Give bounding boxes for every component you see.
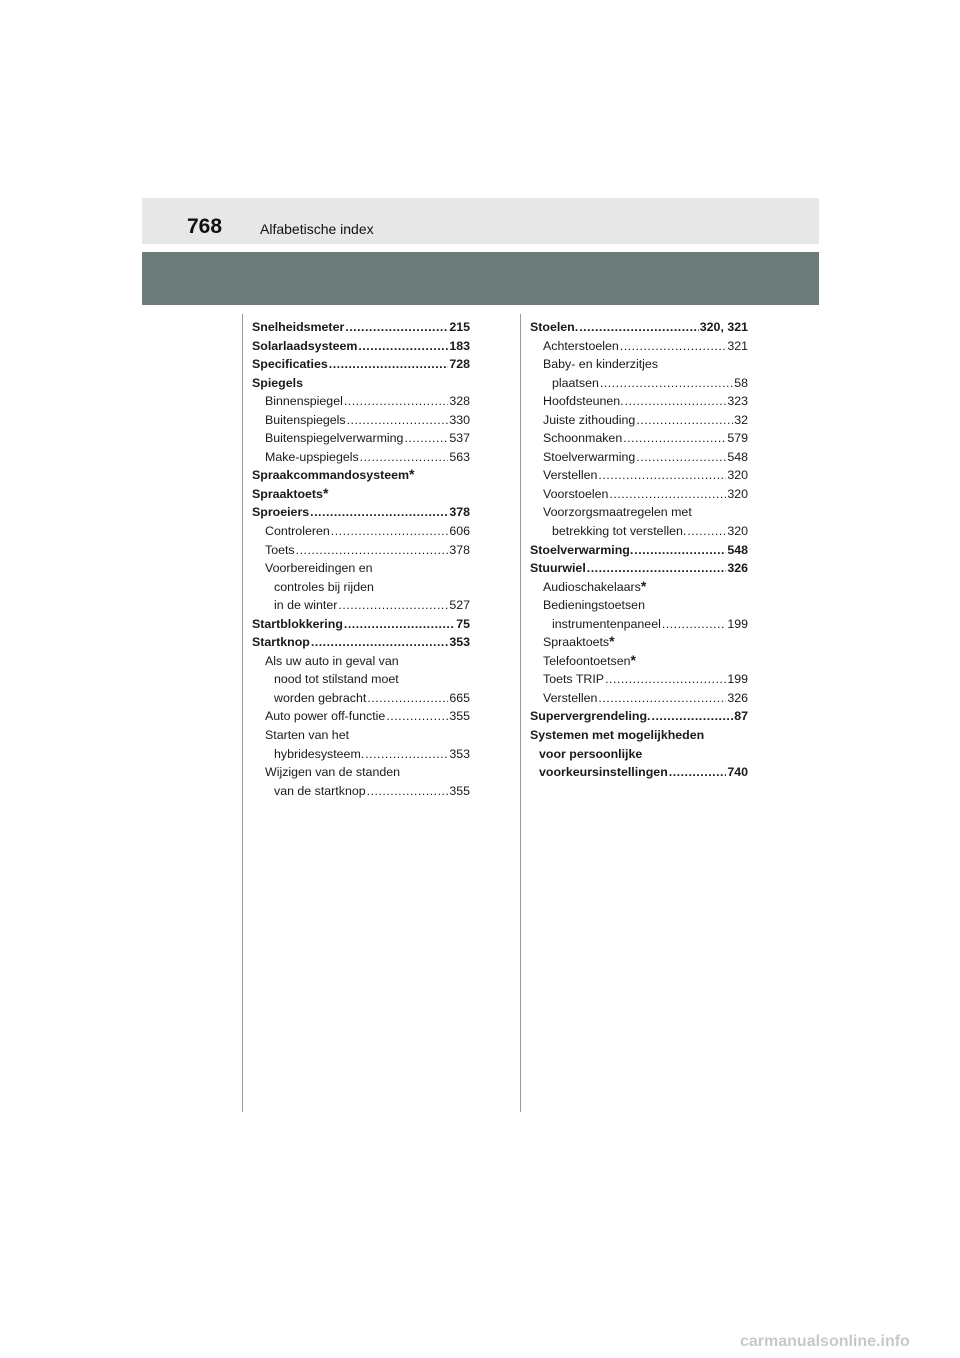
leader-dots bbox=[579, 318, 699, 337]
index-entry-label: Schoonmaken bbox=[543, 431, 623, 446]
index-entry bbox=[252, 392, 470, 411]
index-entry-label: Buitenspiegelverwarming bbox=[265, 431, 404, 446]
index-entry-label: Voorzorgsmaatregelen met bbox=[543, 505, 692, 520]
index-entry-label: Audioschakelaars bbox=[543, 579, 641, 594]
leader-dots bbox=[600, 374, 733, 393]
index-entry-label: Als uw auto in geval van bbox=[265, 653, 399, 668]
index-entry bbox=[530, 355, 748, 374]
index-entry bbox=[252, 337, 470, 356]
leader-dots bbox=[358, 337, 448, 356]
index-entry bbox=[530, 763, 748, 782]
index-entry bbox=[252, 429, 470, 448]
index-entry bbox=[530, 337, 748, 356]
index-entry-label: Voorstoelen bbox=[543, 486, 609, 501]
index-entry-page[interactable]: 378 bbox=[449, 505, 470, 520]
index-entry-page[interactable]: 728 bbox=[449, 357, 470, 372]
index-entry: Audioschakelaars * bbox=[530, 578, 748, 597]
index-entry-page[interactable]: 537 bbox=[449, 431, 470, 446]
index-entry-page[interactable]: 199 bbox=[727, 672, 748, 687]
leader-dots bbox=[365, 745, 448, 764]
index-entry bbox=[252, 411, 470, 430]
index-entry bbox=[252, 763, 470, 782]
index-entry-page[interactable]: 326 bbox=[727, 690, 748, 705]
leader-dots bbox=[331, 522, 449, 541]
index-entry-page[interactable]: 579 bbox=[727, 431, 748, 446]
leader-dots bbox=[687, 522, 726, 541]
index-entry-label: Starten van het bbox=[265, 728, 350, 743]
index-entry-page[interactable]: 32 bbox=[734, 412, 748, 427]
index-entry-page[interactable]: 320 bbox=[727, 524, 748, 539]
header-bar bbox=[142, 198, 819, 244]
index-entry-label: Juiste zithouding bbox=[543, 412, 636, 427]
index-entry bbox=[252, 503, 470, 522]
index-entry bbox=[530, 689, 748, 708]
index-entry bbox=[252, 689, 470, 708]
index-entry-label: Verstellen bbox=[543, 690, 598, 705]
leader-dots bbox=[386, 707, 448, 726]
leader-dots bbox=[623, 429, 726, 448]
index-entry-page[interactable]: 355 bbox=[449, 783, 470, 798]
index-entry-label: instrumentenpaneel bbox=[552, 616, 661, 631]
leader-dots bbox=[609, 485, 726, 504]
index-entry-label: Stoelen. bbox=[530, 320, 579, 334]
index-entry bbox=[530, 596, 748, 615]
index-entry bbox=[530, 503, 748, 522]
index-entry-label: van de startknop bbox=[274, 783, 366, 798]
index-entry bbox=[530, 466, 748, 485]
index-entry-page[interactable]: 330 bbox=[449, 412, 470, 427]
index-entry-page[interactable]: 665 bbox=[449, 690, 470, 705]
leader-dots bbox=[605, 670, 726, 689]
index-entry-page[interactable]: 320 bbox=[727, 486, 748, 501]
index-entry-label: Auto power off-functie bbox=[265, 709, 386, 724]
index-entry-label: Solarlaadsysteem bbox=[252, 338, 358, 353]
index-entry-label: Bedieningstoetsen bbox=[543, 598, 645, 613]
index-entry: Telefoontoetsen * bbox=[530, 652, 748, 671]
index-entry bbox=[252, 782, 470, 801]
leader-dots bbox=[669, 763, 727, 782]
index-entry bbox=[252, 541, 470, 560]
index-entry-page[interactable]: 606 bbox=[449, 524, 470, 539]
index-entry: Spraakcommandosysteem * bbox=[252, 466, 470, 485]
index-entry: Spraaktoets * bbox=[252, 485, 470, 504]
leader-dots bbox=[620, 337, 727, 356]
index-entry-page[interactable]: 353 bbox=[449, 746, 470, 761]
index-entry-label: controles bij rijden bbox=[274, 579, 374, 594]
index-entry bbox=[252, 745, 470, 764]
index-entry-label: Hoofdsteunen. bbox=[543, 394, 624, 409]
index-entry-page[interactable]: 320 bbox=[727, 468, 748, 483]
index-entry bbox=[530, 411, 748, 430]
index-entry-label: Toets bbox=[265, 542, 295, 557]
index-entry bbox=[530, 707, 748, 726]
leader-dots bbox=[598, 466, 726, 485]
leader-dots bbox=[662, 615, 726, 634]
index-entry-page[interactable]: 378 bbox=[449, 542, 470, 557]
index-entry-page[interactable]: 326 bbox=[727, 561, 748, 576]
index-entry-page[interactable]: 199 bbox=[727, 616, 748, 631]
index-entry bbox=[530, 670, 748, 689]
left-column-rule bbox=[242, 314, 243, 1112]
index-entry-label: Stoelverwarming bbox=[543, 449, 636, 464]
index-entry-label: worden gebracht bbox=[274, 690, 367, 705]
index-entry-label: Startknop bbox=[252, 635, 310, 650]
leader-dots bbox=[360, 448, 449, 467]
index-entry-page[interactable]: 527 bbox=[449, 598, 470, 613]
index-entry-label: Systemen met mogelijkheden bbox=[530, 728, 705, 743]
index-entry-label: Make-upspiegels bbox=[265, 449, 359, 464]
index-entry-label: Achterstoelen bbox=[543, 338, 619, 353]
index-entry-page[interactable]: 355 bbox=[449, 709, 470, 724]
index-entry-page[interactable]: 740 bbox=[727, 765, 748, 780]
index-entry bbox=[252, 596, 470, 615]
leader-dots bbox=[587, 559, 727, 578]
leader-dots bbox=[636, 411, 733, 430]
index-entry-label: Snelheidsmeter bbox=[252, 320, 345, 334]
index-entry-page[interactable]: 353 bbox=[449, 635, 470, 650]
index-entry: Spraaktoets * bbox=[530, 633, 748, 652]
index-entry-label: voor persoonlijke bbox=[539, 746, 643, 761]
index-entry-page[interactable]: 183 bbox=[449, 338, 470, 353]
leader-dots bbox=[344, 392, 448, 411]
index-entry-label: Toets TRIP bbox=[543, 672, 605, 687]
index-entry-label: Controleren bbox=[265, 524, 330, 539]
index-entry bbox=[530, 615, 748, 634]
index-entry-label: Buitenspiegels bbox=[265, 412, 346, 427]
index-entry-label: Verstellen bbox=[543, 468, 598, 483]
index-entry bbox=[530, 726, 748, 745]
index-entry bbox=[252, 522, 470, 541]
index-entry bbox=[252, 448, 470, 467]
leader-dots bbox=[652, 707, 734, 726]
index-entry-label: Spraaktoets bbox=[543, 635, 610, 650]
index-entry-page[interactable]: 548 bbox=[727, 542, 748, 557]
index-entry bbox=[530, 429, 748, 448]
leader-dots bbox=[598, 689, 726, 708]
leader-dots bbox=[310, 503, 448, 522]
index-entry-label: Telefoontoetsen bbox=[543, 653, 631, 668]
index-entry bbox=[530, 448, 748, 467]
leader-dots bbox=[367, 782, 449, 801]
index-column-right bbox=[530, 318, 748, 782]
index-entry-label: in de winter bbox=[274, 598, 338, 613]
watermark: carmanualsonline.info bbox=[740, 1333, 910, 1350]
index-entry-label: Spraakcommandosysteem bbox=[252, 468, 410, 483]
index-entry-page[interactable]: 87 bbox=[734, 709, 748, 724]
index-entry bbox=[252, 355, 470, 374]
index-entry bbox=[252, 578, 470, 597]
leader-dots bbox=[367, 689, 448, 708]
index-entry-page[interactable]: 548 bbox=[727, 449, 748, 464]
page-number: 768 bbox=[187, 215, 223, 238]
leader-dots bbox=[625, 392, 727, 411]
index-entry-page[interactable]: 320, 321 bbox=[699, 320, 748, 334]
leader-dots bbox=[634, 541, 726, 560]
index-column-left bbox=[252, 318, 470, 800]
index-entry bbox=[530, 318, 748, 337]
leader-dots bbox=[345, 318, 448, 337]
leader-dots bbox=[311, 633, 448, 652]
index-entry bbox=[252, 318, 470, 337]
section-title: Alfabetische index bbox=[260, 221, 374, 237]
index-entry-label: Baby- en kinderzitjes bbox=[543, 357, 659, 372]
leader-dots bbox=[404, 429, 448, 448]
index-entry-label: voorkeursinstellingen bbox=[539, 765, 668, 780]
index-entry bbox=[530, 522, 748, 541]
index-entry-label: Sproeiers bbox=[252, 505, 310, 520]
leader-dots bbox=[338, 596, 448, 615]
index-entry-label: Voorbereidingen en bbox=[265, 561, 373, 576]
leader-dots bbox=[344, 615, 455, 634]
index-entry bbox=[530, 485, 748, 504]
index-entry-label: Spraaktoets bbox=[252, 486, 323, 501]
index-entry bbox=[252, 670, 470, 689]
index-entry-label: plaatsen bbox=[552, 375, 599, 390]
index-entry-label: hybridesysteem. bbox=[274, 746, 365, 761]
index-entry bbox=[252, 633, 470, 652]
leader-dots bbox=[636, 448, 726, 467]
index-entry bbox=[252, 707, 470, 726]
index-entry bbox=[252, 374, 470, 393]
index-entry-label: Binnenspiegel bbox=[265, 394, 343, 409]
index-entry-label: Stoelverwarming. bbox=[530, 542, 634, 557]
leader-dots bbox=[329, 355, 449, 374]
index-entry-page[interactable]: 321 bbox=[727, 338, 748, 353]
index-entry-page[interactable]: 58 bbox=[734, 375, 748, 390]
index-entry-label: Spiegels bbox=[252, 375, 303, 390]
index-entry-page[interactable]: 215 bbox=[449, 320, 470, 334]
index-entry bbox=[252, 726, 470, 745]
middle-column-rule bbox=[520, 314, 521, 1112]
index-entry-label: Specificaties bbox=[252, 357, 328, 372]
index-entry-label: Stuurwiel bbox=[530, 561, 586, 576]
index-entry-label: nood tot stilstand moet bbox=[274, 672, 399, 687]
index-entry bbox=[530, 559, 748, 578]
index-entry bbox=[530, 374, 748, 393]
header-band bbox=[142, 252, 819, 305]
index-entry-label: Supervergrendeling. bbox=[530, 709, 651, 724]
index-entry-page[interactable]: 563 bbox=[449, 449, 470, 464]
index-entry bbox=[530, 392, 748, 411]
index-entry bbox=[530, 541, 748, 560]
index-entry-page[interactable]: 323 bbox=[727, 394, 748, 409]
index-entry-page[interactable]: 328 bbox=[449, 394, 470, 409]
index-entry-label: betrekking tot verstellen. bbox=[552, 524, 687, 539]
leader-dots bbox=[347, 411, 449, 430]
index-entry bbox=[252, 652, 470, 671]
index-entry bbox=[252, 615, 470, 634]
index-entry bbox=[530, 745, 748, 764]
index-entry-label: Startblokkering bbox=[252, 616, 343, 631]
index-entry bbox=[252, 559, 470, 578]
leader-dots bbox=[296, 541, 449, 560]
index-entry-label: Wijzigen van de standen bbox=[265, 765, 401, 780]
index-entry-page[interactable]: 75 bbox=[456, 616, 470, 631]
